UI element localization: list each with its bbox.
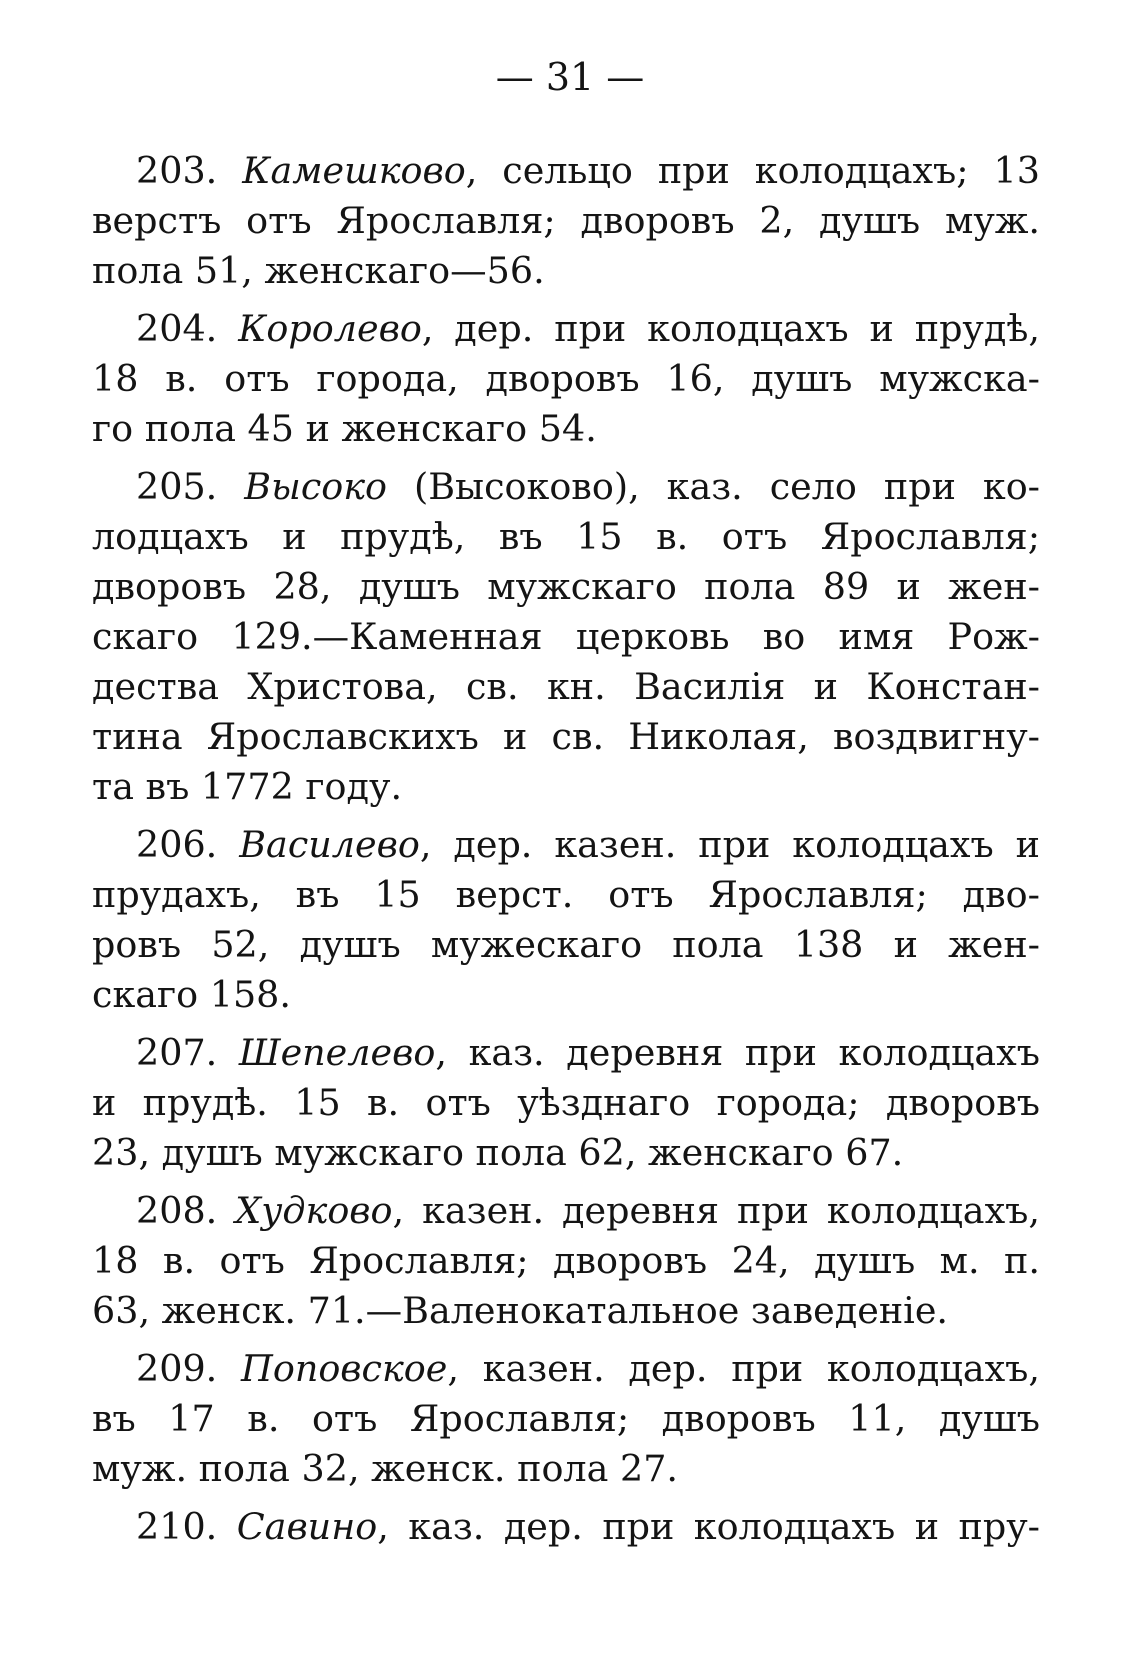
entry xyxy=(92,146,1040,296)
entry-first-line-rest: , казен. дер. при колодцахъ, xyxy=(447,1347,1040,1390)
entry-line: пола 51, женскаго—56. xyxy=(92,249,545,292)
entry-place-name: Высоко xyxy=(244,465,388,508)
entry-first-line-rest: , каз. дер. при колодцахъ и пру- xyxy=(377,1505,1041,1548)
entry-first-line-rest: , дер. при колодцахъ и прудѣ, xyxy=(421,307,1040,350)
entry-number: 208. xyxy=(136,1189,218,1232)
entry-number: 207. xyxy=(136,1031,218,1074)
entry-first-line xyxy=(92,146,1040,196)
entry-place-name: Камешково xyxy=(242,149,466,192)
entry-line: и прудѣ. 15 в. отъ уѣзднаго города; дворовъ xyxy=(92,1081,1040,1124)
entry-line: 63, женск. 71.—Валенокатальное заведеніе. xyxy=(92,1289,949,1332)
entry xyxy=(92,1186,1040,1336)
entry-line: 18 в. отъ Ярославля; дворовъ 24, душъ м. п. xyxy=(92,1239,1040,1282)
entry-line: дества Христова, св. кн. Василія и Констан- xyxy=(92,665,1040,708)
entry-line: въ 17 в. отъ Ярославля; дворовъ 11, душъ xyxy=(92,1397,1040,1440)
entry-first-line xyxy=(92,1186,1040,1236)
entry xyxy=(92,820,1040,1020)
entry-line: скаго 129.—Каменная церковь во имя Рож- xyxy=(92,615,1040,658)
entry xyxy=(92,1028,1040,1178)
entry-line: тина Ярославскихъ и св. Николая, воздвигну- xyxy=(92,715,1040,758)
entry-first-line xyxy=(92,1502,1040,1552)
entry-first-line xyxy=(92,462,1040,512)
entry-number: 206. xyxy=(136,823,218,866)
entry-line: го пола 45 и женскаго 54. xyxy=(92,407,597,450)
entry-place-name: Худково xyxy=(235,1189,393,1232)
entry-first-line-rest: , каз. деревня при колодцахъ xyxy=(435,1031,1040,1074)
entry-first-line-rest: , казен. деревня при колодцахъ, xyxy=(392,1189,1040,1232)
entry-first-line-rest: (Высоково), каз. село при ко- xyxy=(387,465,1041,508)
text-block xyxy=(92,146,1040,1560)
entry-place-name: Поповское xyxy=(241,1347,448,1390)
entry-place-name: Шепелево xyxy=(238,1031,436,1074)
entry-place-name: Королево xyxy=(238,307,422,350)
entry xyxy=(92,1344,1040,1494)
entry-line: ровъ 52, душъ мужескаго пола 138 и жен- xyxy=(92,923,1040,966)
entry-line: скаго 158. xyxy=(92,973,291,1016)
entry-first-line-rest: , сельцо при колодцахъ; 13 xyxy=(465,149,1040,192)
entry-place-name: Василево xyxy=(239,823,420,866)
entry-first-line xyxy=(92,304,1040,354)
page-number: — 31 — xyxy=(495,55,645,99)
entry-line: лодцахъ и прудѣ, въ 15 в. отъ Ярославля; xyxy=(92,515,1040,558)
entry-number: 210. xyxy=(136,1505,218,1548)
entry-line: дворовъ 28, душъ мужскаго пола 89 и жен- xyxy=(92,565,1040,608)
entry xyxy=(92,462,1040,812)
entry-line: 18 в. отъ города, дворовъ 16, душъ мужска- xyxy=(92,357,1040,400)
entry-number: 205. xyxy=(136,465,218,508)
entry xyxy=(92,1502,1040,1552)
entry-line: та въ 1772 году. xyxy=(92,765,403,808)
entry-line: 23, душъ мужскаго пола 62, женскаго 67. xyxy=(92,1131,904,1174)
entry-line: прудахъ, въ 15 верст. отъ Ярославля; дво- xyxy=(92,873,1040,916)
entry-number: 204. xyxy=(136,307,218,350)
entry-number: 203. xyxy=(136,149,218,192)
entry-line: муж. пола 32, женск. пола 27. xyxy=(92,1447,679,1490)
entry-place-name: Савино xyxy=(236,1505,378,1548)
entry-first-line xyxy=(92,1344,1040,1394)
entry-number: 209. xyxy=(136,1347,218,1390)
entry-first-line xyxy=(92,820,1040,870)
entry-first-line-rest: , дер. казен. при колодцахъ и xyxy=(419,823,1040,866)
entry-line: верстъ отъ Ярославля; дворовъ 2, душъ муж. xyxy=(92,199,1040,242)
entry xyxy=(92,304,1040,454)
entry-first-line xyxy=(92,1028,1040,1078)
